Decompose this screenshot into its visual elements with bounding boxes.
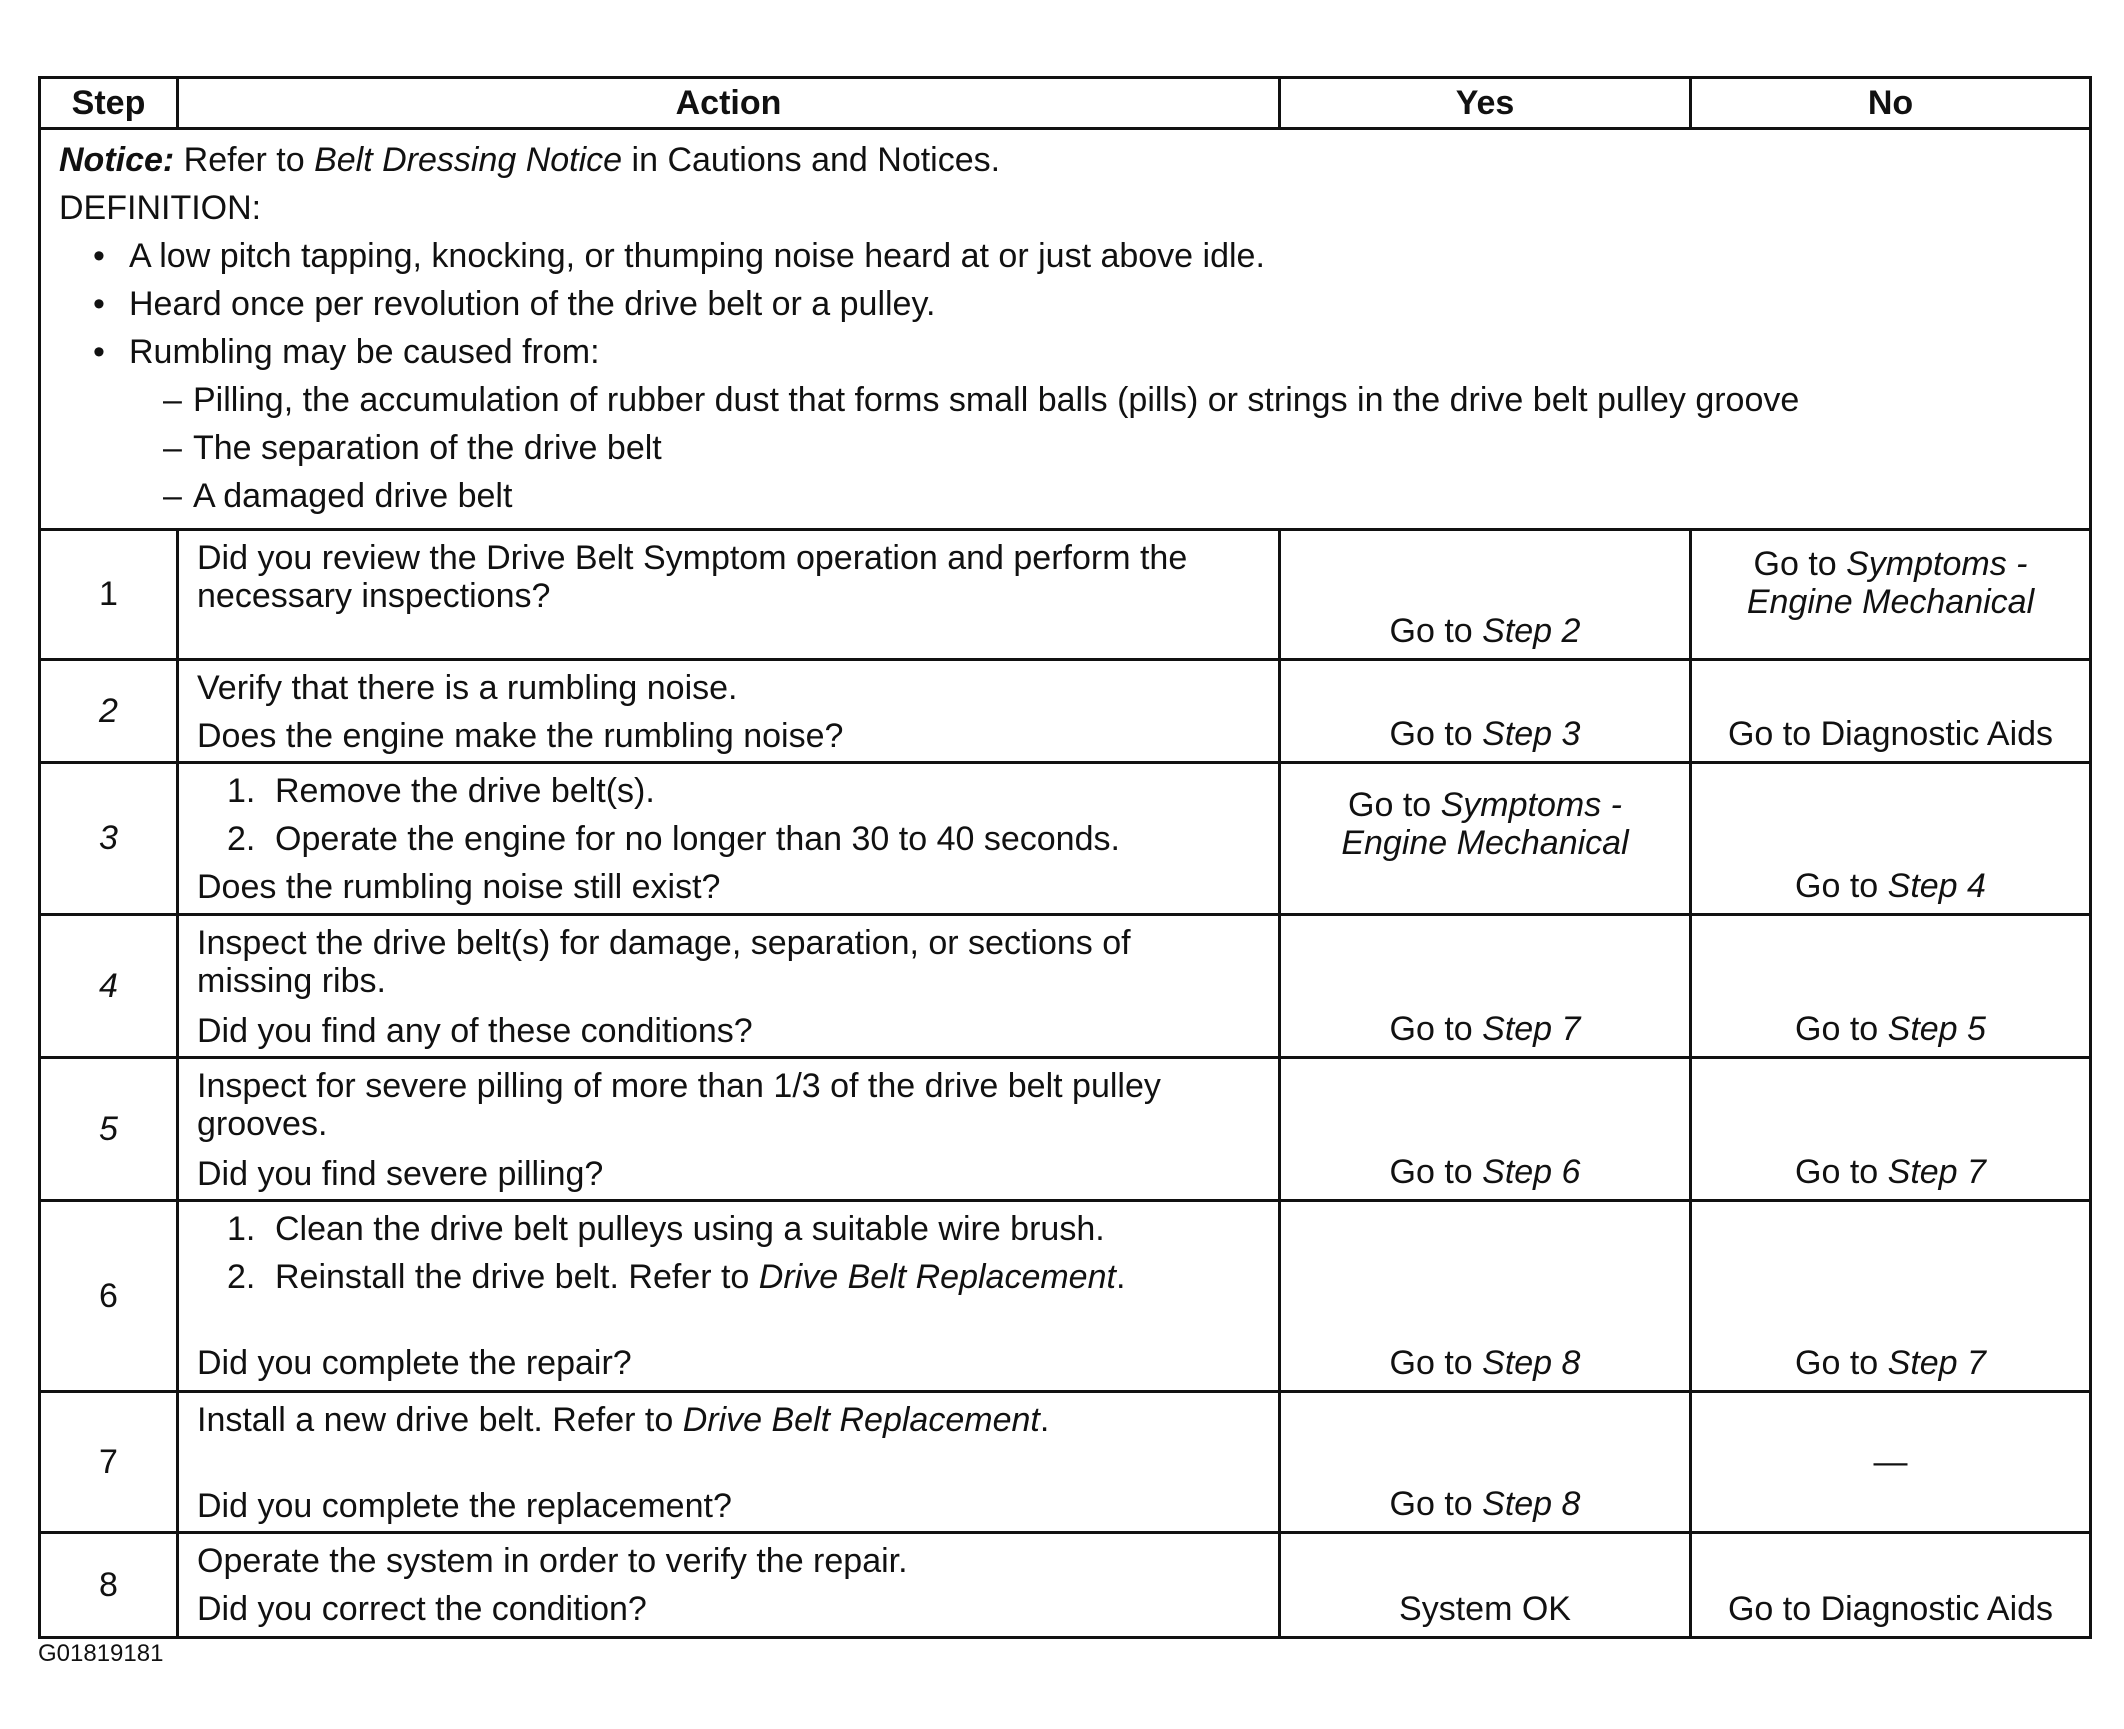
action-item: 1. Remove the drive belt(s). [227,772,655,810]
no-cell [1691,1201,2091,1392]
step-row-6 [40,1201,2091,1392]
cause-text: The separation of the drive belt [193,429,662,467]
action-question: Did you complete the replacement? [197,1487,732,1525]
yes-cell [1280,915,1691,1058]
figure-id: G01819181 [38,1640,164,1667]
yes-result: Go to Step 7 [1389,1009,1581,1048]
action-line: Verify that there is a rumbling noise. [197,669,738,707]
no-cell [1691,530,2091,660]
action-line: Operate the system in order to verify the repair. [197,1542,908,1580]
header-row [40,78,2091,129]
header-step: Step [40,78,178,129]
action-line: Did you correct the condition? [197,1590,647,1628]
step-number: 4 [40,915,178,1058]
yes-result: Go to Step 6 [1389,1152,1581,1191]
yes-cell [1280,530,1691,660]
no-result: — [1873,1442,1908,1481]
no-cell [1691,1533,2091,1638]
definition-bullet: • Heard once per revolution of the drive belt or a pulley. [93,285,936,323]
header-action: Action [178,78,1280,129]
action-question: Did you complete the repair? [197,1344,632,1382]
step-number: 5 [40,1058,178,1201]
action-line: Did you find severe pilling? [197,1155,604,1193]
no-cell [1691,763,2091,915]
bullet-text: Rumbling may be caused from: [129,333,600,371]
yes-cell [1280,1058,1691,1201]
action-line: Does the engine make the rumbling noise? [197,717,844,755]
cause-item: – A damaged drive belt [163,477,513,515]
step-action [178,660,1280,763]
step-action [178,915,1280,1058]
cause-item: – The separation of the drive belt [163,429,662,467]
definition-bullet: • A low pitch tapping, knocking, or thumping noise heard at or just above idle. [93,237,1265,275]
yes-cell [1280,763,1691,915]
action-line: Did you review the Drive Belt Symptom operation and perform the [197,539,1188,577]
notice-post: in Cautions and Notices. [622,141,1001,179]
notice-label: Notice: [59,141,175,179]
action-item: 2. Operate the engine for no longer than 30 to 40 seconds. [227,820,1120,858]
step-row-2 [40,660,2091,763]
step-row-4 [40,915,2091,1058]
yes-result: Go to Step 3 [1389,714,1581,753]
notice-cell [40,129,2091,530]
yes-cell [1280,660,1691,763]
yes-result: Go to Step 2 [1389,611,1581,650]
step-action [178,763,1280,915]
action-item: 1. Clean the drive belt pulleys using a suitable wire brush. [227,1210,1105,1248]
cause-text: Pilling, the accumulation of rubber dust that forms small balls (pills) or strings in the drive belt pulley groove [193,381,1800,419]
step-row-1 [40,530,2091,660]
action-line: necessary inspections? [197,577,551,615]
step-row-8 [40,1533,2091,1638]
action-question: Does the rumbling noise still exist? [197,868,721,906]
step-number: 2 [40,660,178,763]
step-number: 3 [40,763,178,915]
step-number: 8 [40,1533,178,1638]
step-number: 7 [40,1392,178,1533]
step-action [178,1201,1280,1392]
header-yes: Yes [1280,78,1691,129]
cause-text: A damaged drive belt [193,477,513,515]
step-action [178,1392,1280,1533]
notice-line [59,136,2071,184]
no-result: Go to Step 7 [1795,1343,1986,1382]
action-line: Did you find any of these conditions? [197,1012,753,1050]
no-result: Go to Diagnostic Aids [1727,1589,2054,1628]
step-number: 1 [40,530,178,660]
action-line: Install a new drive belt. Refer to Drive Belt Replacement. [197,1401,1050,1439]
definition-label: DEFINITION: [59,189,262,227]
step-row-5 [40,1058,2091,1201]
no-result: Go to Step 4 [1795,866,1986,905]
action-line: Inspect for severe pilling of more than 1/3 of the drive belt pulley [197,1067,1161,1105]
action-line: missing ribs. [197,962,386,1000]
step-action [178,1058,1280,1201]
cause-item: – Pilling, the accumulation of rubber dust that forms small balls (pills) or strings in the drive belt pulley groove [163,381,1800,419]
action-line: grooves. [197,1105,328,1143]
yes-cell [1280,1201,1691,1392]
step-action [178,1533,1280,1638]
yes-cell [1280,1392,1691,1533]
yes-cell [1280,1533,1691,1638]
notice-reference: Belt Dressing Notice [314,141,623,179]
step-row-3 [40,763,2091,915]
no-cell [1691,915,2091,1058]
notice-pre: Refer to [174,141,315,179]
bullet-text: Heard once per revolution of the drive belt or a pulley. [129,285,936,323]
no-result: Go to Step 5 [1795,1009,1986,1048]
no-result: Go to Symptoms - Engine Mechanical [1746,545,2035,621]
step-row-7 [40,1392,2091,1533]
yes-result: Go to Step 8 [1389,1484,1581,1523]
no-result: Go to Diagnostic Aids [1727,714,2054,753]
diagnostic-table [38,76,2092,1639]
step-number: 6 [40,1201,178,1392]
action-line: Inspect the drive belt(s) for damage, separation, or sections of [197,924,1131,962]
yes-result: Go to Step 8 [1389,1343,1581,1382]
yes-result: System OK [1399,1589,1571,1628]
header-no: No [1691,78,2091,129]
no-cell [1691,1392,2091,1533]
no-cell [1691,660,2091,763]
action-item: 2. Reinstall the drive belt. Refer to Drive Belt Replacement. [227,1258,1126,1296]
no-result: Go to Step 7 [1795,1152,1986,1191]
definition-bullet: • Rumbling may be caused from: [93,333,600,371]
notice-row [40,129,2091,530]
step-action [178,530,1280,660]
yes-result: Go to Symptoms - Engine Mechanical [1341,786,1629,862]
bullet-text: A low pitch tapping, knocking, or thumping noise heard at or just above idle. [129,237,1265,275]
no-cell [1691,1058,2091,1201]
